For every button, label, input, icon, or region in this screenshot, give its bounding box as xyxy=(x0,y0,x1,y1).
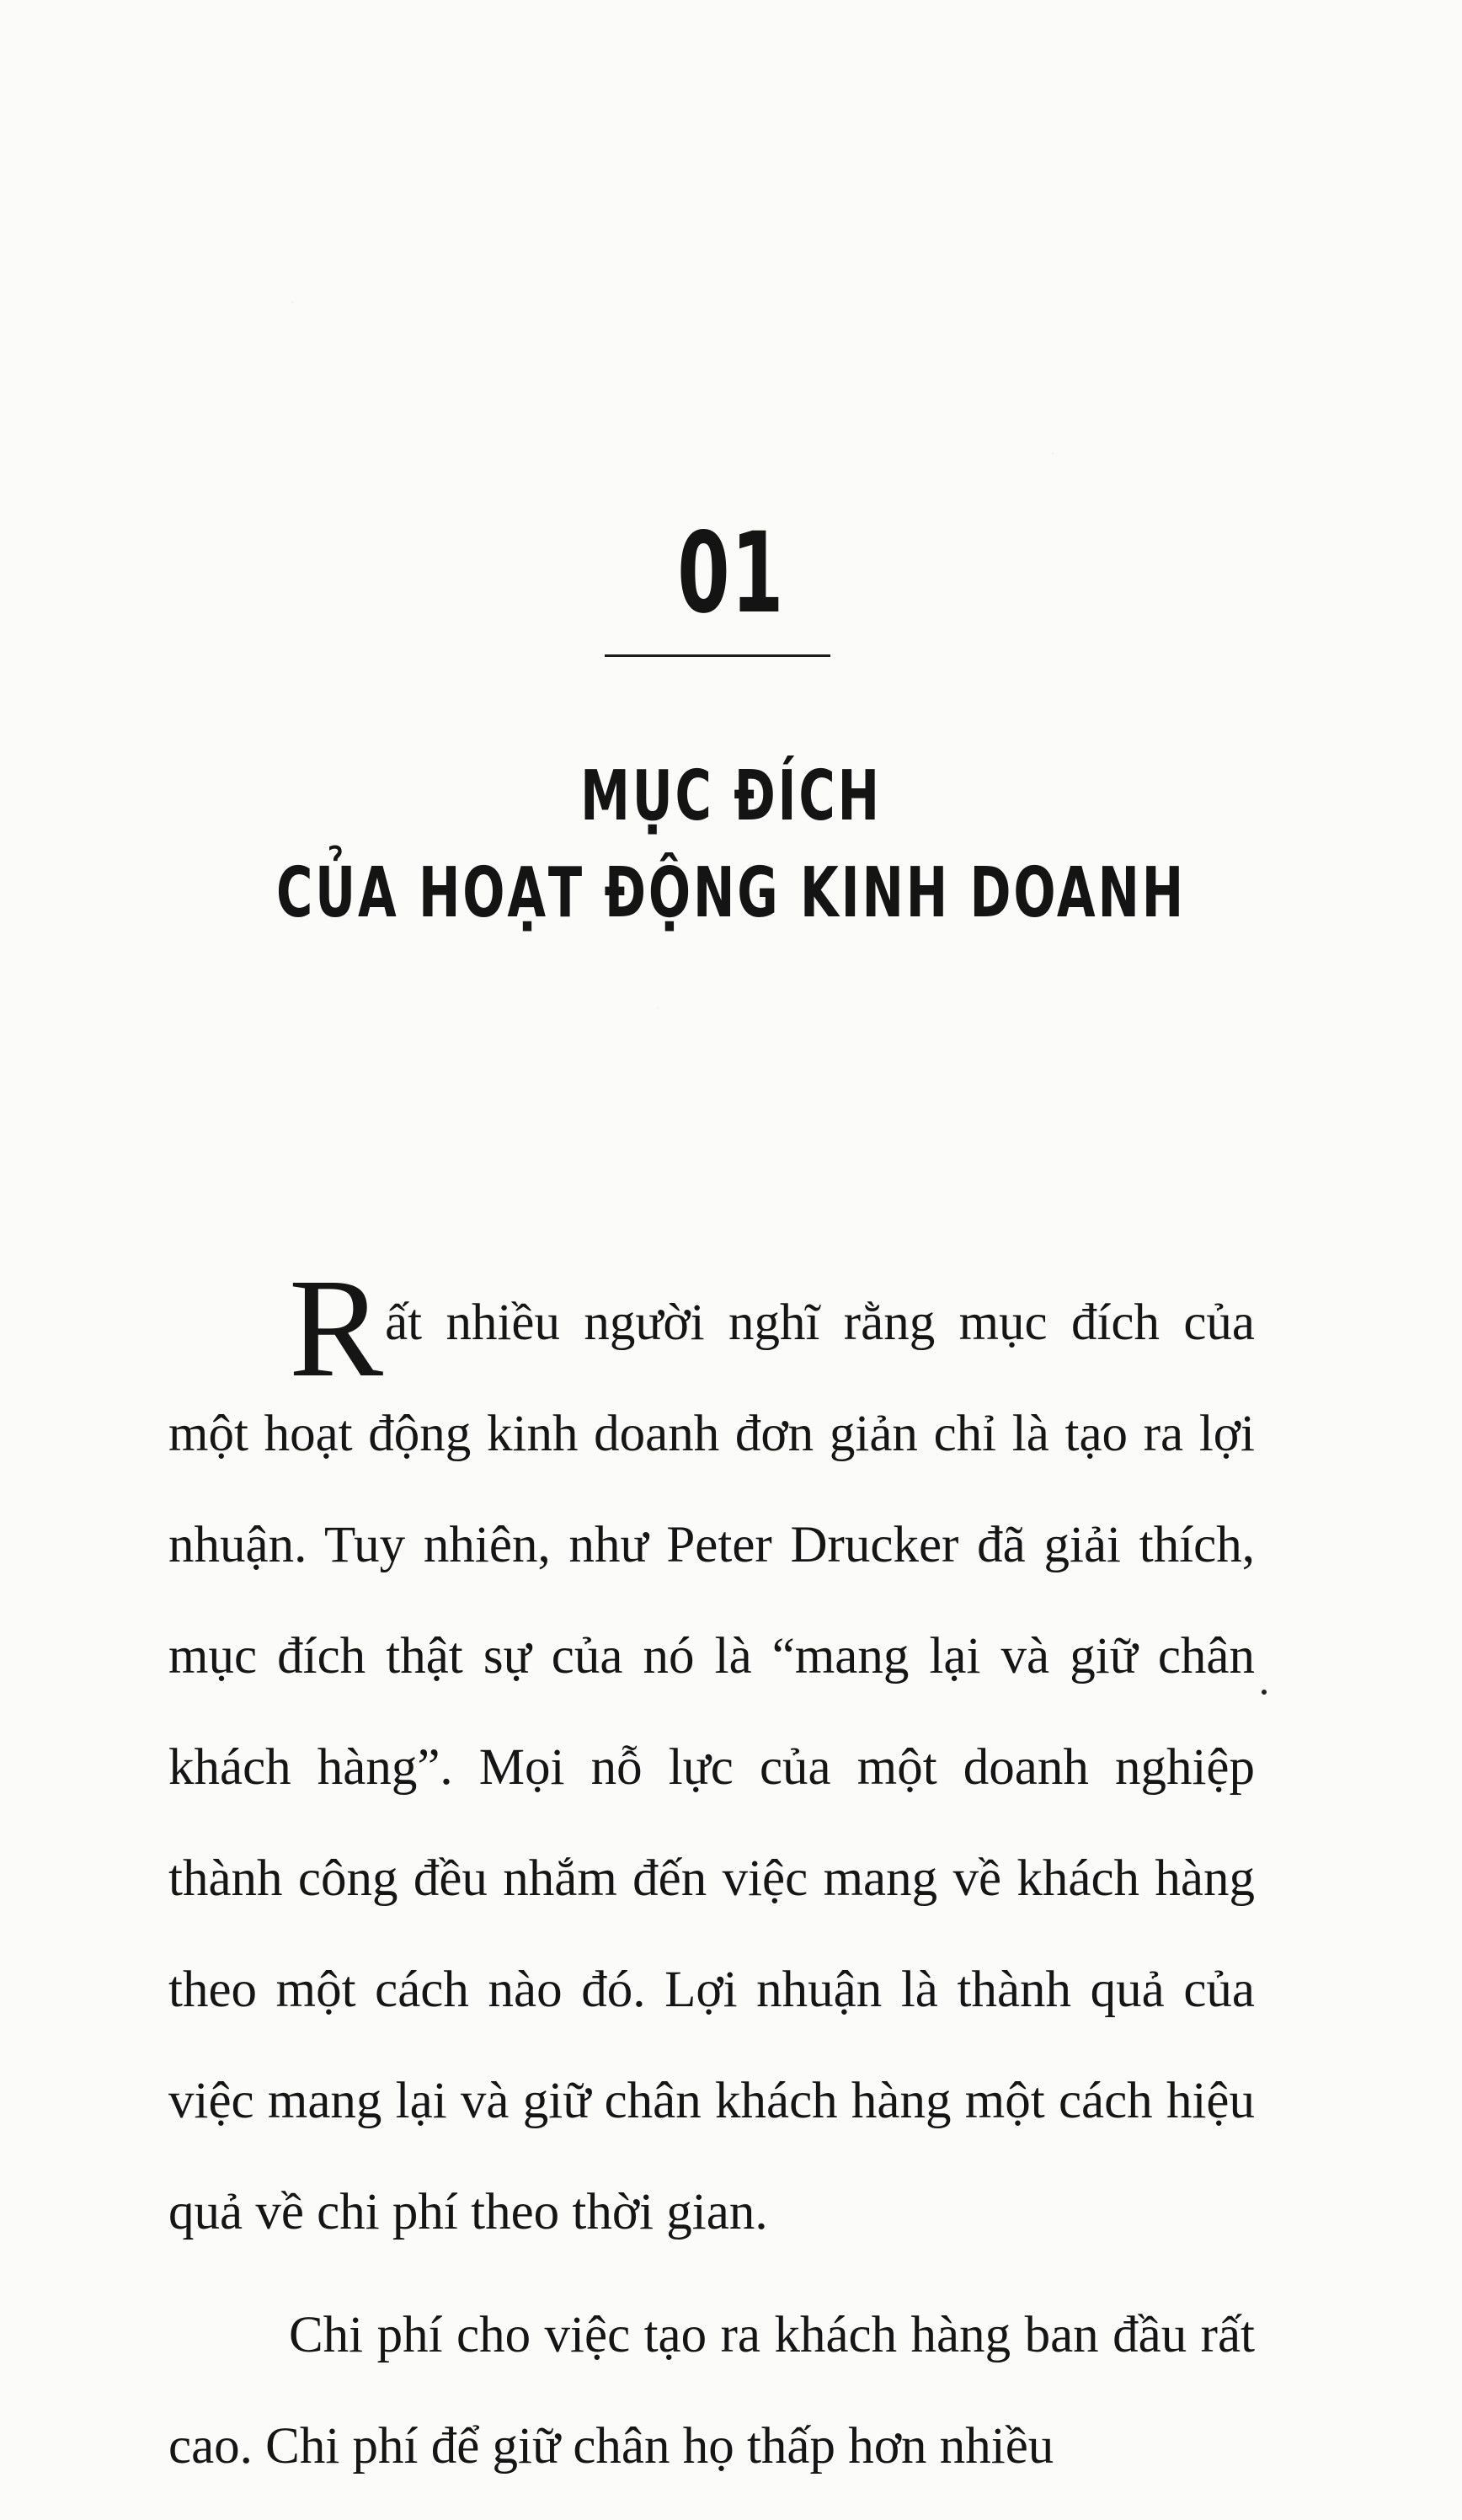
paragraph-1 xyxy=(168,1250,1255,2268)
ink-speck xyxy=(1262,1690,1267,1695)
chapter-number: 01 xyxy=(677,509,785,638)
chapter-divider xyxy=(605,654,830,657)
paragraph-2: Chi phí cho việc tạo ra khách hàng ban đầu rất cao. Chi phí để giữ chân họ thấp hơn nhiều xyxy=(168,2307,1255,2475)
chapter-title-line-1: MỤC ĐÍCH xyxy=(580,756,882,836)
body-text xyxy=(168,1250,1255,2502)
chapter-title-line-2: CỦA HOẠT ĐỘNG KINH DOANH xyxy=(275,853,1187,933)
drop-cap: R xyxy=(289,1250,384,1407)
paragraph-1-text: ất nhiều người nghĩ rằng mục đích của một hoạt động kinh doanh đơn giản chỉ là tạo ra lợi nhuận. Tuy nhiên, như Peter Drucker đã giải thích, mục đích thật sự của nó là “mang lại và giữ chân khách hàng”. Mọi nỗ lực của một doanh nghiệp thành công đều nhắm đến việc mang về khách hàng theo một cách nào đó. Lợi nhuận là thành quả của việc mang lại và giữ chân khách hàng một cách hiệu quả về chi phí theo thời gian. xyxy=(168,1295,1255,2240)
